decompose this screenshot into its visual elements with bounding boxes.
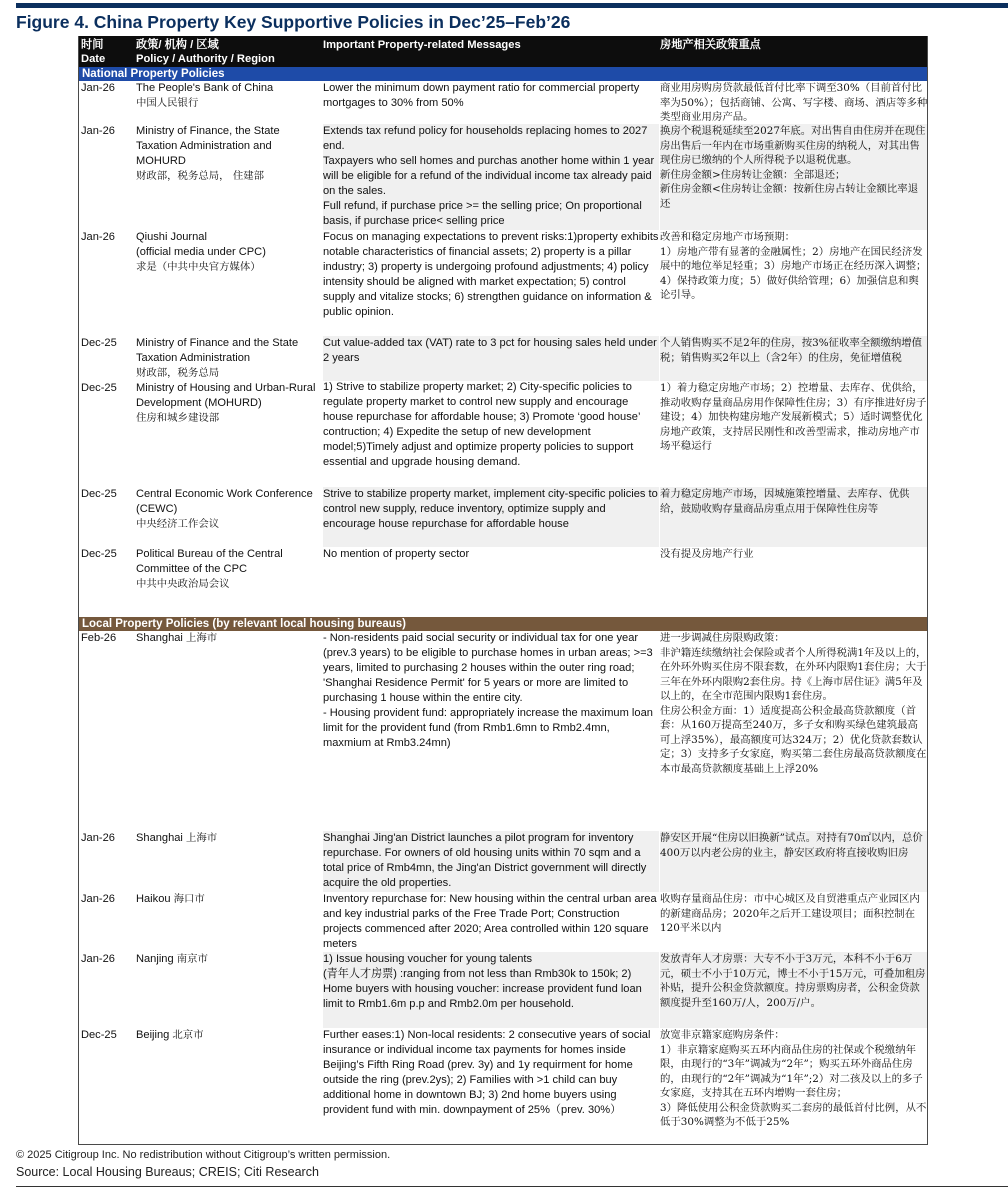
row-message: - Non-residents paid social security or individual tax for one year (prev.3 years) to be eligible to purchase homes in urban areas; >=3 years, limited to purchasing 2 houses within the outer ring road; 'Shanghai Residence Permit' for 5 years or more are limited to purchasing 1 house within the entire city. - Housing provident fund: appropriately increase the maximum loan limit for the provident fund (from Rmb1.6mn to Rmb2.4mn, maxmium at Rmb3.24mn) (323, 632, 653, 749)
row-date: Jan-26 (81, 832, 115, 844)
row-authority (136, 892, 322, 907)
authority-cn: 中央经济工作会议 (136, 518, 220, 530)
authority-cn: 中共中央政治局会议 (136, 578, 230, 590)
top-rule (16, 3, 1008, 8)
header-date: 时间 Date (81, 39, 106, 65)
source-note: Source: Local Housing Bureaus; CREIS; Citi Research (16, 1165, 319, 1179)
row-date: Jan-26 (81, 125, 115, 137)
table-row (79, 831, 927, 892)
row-date: Jan-26 (81, 231, 115, 243)
row-message: Extends tax refund policy for households replacing homes to 2027 end. Taxpayers who sell homes and purchas another home within 1 year will be eligible for a refund of the individual income tax already paid on the sales. Full refund, if purchase price >= the selling price; On proportional basis, if purchase price< selling price (323, 124, 659, 230)
authority-cn: 上海市 (185, 832, 218, 844)
row-message: Lower the minimum down payment ratio for commercial property mortgages to 30% from 50% (323, 82, 640, 109)
row-authority (136, 547, 322, 592)
authority-en: Beijing (136, 1029, 170, 1041)
authority-cn: 求是（中共中央官方媒体） (136, 261, 261, 273)
row-authority (136, 81, 322, 111)
table-row (79, 487, 927, 547)
figure-title: Figure 4. China Property Key Supportive Policies in Dec’25–Feb’26 (16, 12, 571, 32)
authority-en: Central Economic Work Conference (CEWC) (136, 488, 313, 515)
header-authority: 政策/ 机构 / 区域 Policy / Authority / Region (136, 39, 275, 65)
row-message: 1) Issue housing voucher for young talents (青年人才房票) :ranging from not less than Rmb30k to 150k; 2) Home buyers with housing voucher: increase provident fund loan limit to Rmb1.6m p.p and Rmb2.0m per household. (323, 952, 659, 1028)
table-row (79, 631, 927, 831)
row-message: No mention of property sector (323, 548, 470, 560)
row-message: Cut value-added tax (VAT) rate to 3 pct for housing sales held under 2 years (323, 336, 659, 381)
row-message: 1) Strive to stabilize property market; 2) City-specific policies to regulate property market to control new supply and encourage house repurchase for affordable house; 3) Promote ‘good house’ contruction; 4) Expedite the setup of new development model;5)Timely adjust and optimize property policies to support essential and upgrade housing demand. (323, 381, 640, 468)
row-authority (136, 230, 322, 275)
copyright-note: © 2025 Citigroup Inc. No redistribution without Citigroup’s written permission. (16, 1149, 391, 1161)
row-cn: 商业用房购房贷款最低首付比率下调至30%（目前首付比率为50%）；包括商铺、公寓、写字楼、商场、酒店等多种类型商业用房产品。 (660, 82, 927, 123)
row-authority (136, 124, 322, 184)
row-message: Focus on managing expectations to prevent risks:1)property exhibits notable characteristics of financial assets; 2) property is a pillar industry; 3) property is undergoing profound adjustments; 4) policy intensity should be aligned with market expectation; 5) control supply and vitalize stocks; 6) strengthen guidance on information & public opinion. (323, 231, 659, 318)
row-date: Jan-26 (81, 953, 115, 965)
authority-en: The People's Bank of China (136, 82, 274, 94)
row-authority (136, 831, 322, 846)
row-cn: 静安区开展“住房以旧换新”试点。对持有70㎡以内，总价400万以内老公房的业主，静安区政府将直接收购旧房 (660, 831, 927, 892)
row-message: Shanghai Jing'an District launches a pilot program for inventory repurchase. For owners of old housing units within 70 sqm and a total price of Rmb4mn, the Jing'an District government will directly acquire the old properties. (323, 831, 659, 892)
authority-en: Shanghai (136, 632, 183, 644)
row-date: Feb-26 (81, 632, 117, 644)
row-authority (136, 336, 322, 381)
section-national: National Property Policies (79, 67, 927, 81)
authority-cn: 财政部，税务总局， 住建部 (136, 170, 264, 182)
authority-en: Ministry of Finance and the State Taxation Administration (136, 337, 299, 364)
authority-cn: 南京市 (176, 953, 208, 965)
authority-cn: 住房和城乡建设部 (136, 412, 220, 424)
authority-cn: 财政部，税务总局 (136, 367, 220, 379)
row-message: Strive to stabilize property market, implement city-specific policies to control new supply, reduce inventory, optimize supply and encourage house repurchase for affordable house (323, 487, 659, 547)
table-row (79, 381, 927, 487)
row-cn: 放宽非京籍家庭购房条件： 1）非京籍家庭购买五环内商品住房的社保或个税缴纳年限，由现行的“3年”调减为“2年”；购买五环外商品住房的，由现行的“2年”调减为“1年”;2）对二孩及以上的多子女家庭，支持其在五环内增购一套住房； 3）降低使用公积金贷款购买二套房的最低首付比例，从不低于30%调整为不低于25% (660, 1029, 927, 1128)
authority-cn: 北京市 (172, 1029, 204, 1041)
row-date: Dec-25 (81, 1029, 117, 1041)
authority-en: Shanghai (136, 832, 183, 844)
row-cn: 改善和稳定房地产市场预期： 1）房地产带有显著的金融属性；2）房地产在国民经济发展中的地位举足轻重；3）房地产市场正在经历深入调整；4）保持政策力度；5）做好供给管理；6）加强信息和舆论引导。 (660, 231, 927, 301)
authority-en: Haikou (136, 893, 171, 905)
row-cn: 1）着力稳定房地产市场；2）控增量、去库存、优供给，推动收购存量商品房用作保障性住房；3）有序推进好房子建设；4）加快构建房地产发展新模式；5）适时调整优化房地产政策，支持居民刚性和改善型需求，推动房地产市场平稳运行 (660, 382, 927, 452)
table-row (79, 124, 927, 230)
table-row (79, 336, 927, 381)
section-local: Local Property Policies (by relevant local housing bureaus) (79, 617, 927, 631)
table-row (79, 952, 927, 1028)
policy-table (78, 36, 928, 1145)
row-cn: 发放青年人才房票：大专不小于3万元，本科不小于6万元，硕士不小于10万元，博士不小于15万元，可叠加租房补贴，提升公积金贷款额度。持房票购房者，公积金贷款额度提升至160万/人，200万/户。 (660, 952, 927, 1028)
authority-en: Ministry of Housing and Urban-Rural Development (MOHURD) (136, 382, 316, 409)
authority-cn: 上海市 (185, 632, 218, 644)
row-date: Dec-25 (81, 488, 117, 500)
header-message: Important Property-related Messages (323, 39, 521, 51)
authority-cn: 海口市 (173, 893, 205, 905)
table-row (79, 81, 927, 124)
row-cn: 收购存量商品住房：市中心城区及自贸港重点产业园区内的新建商品房；2020年之后开工建设项目；面积控制在120平米以内 (660, 893, 920, 934)
header-cn: 房地产相关政策重点 (660, 39, 761, 51)
row-authority (136, 1028, 322, 1043)
row-date: Dec-25 (81, 382, 117, 394)
table-row (79, 1028, 927, 1145)
bottom-rule (16, 1186, 1008, 1187)
row-authority (136, 631, 322, 646)
row-authority (136, 952, 322, 967)
table-row (79, 230, 927, 336)
table-header (79, 36, 927, 67)
row-cn: 个人销售购买不足2年的住房，按3%征收率全额缴纳增值税；销售购买2年以上（含2年）的住房，免征增值税 (660, 336, 927, 381)
row-cn: 着力稳定房地产市场，因城施策控增量、去库存、优供给，鼓励收购存量商品房重点用于保障性住房等 (660, 487, 927, 547)
table-row (79, 547, 927, 617)
row-message: Inventory repurchase for: New housing within the central urban area and key industrial parks of the Free Trade Port; Construction projects commenced after 2020; Area controlled within 120 square meters (323, 893, 657, 950)
row-cn: 换房个税退税延续至2027年底。对出售自由住房并在现住房出售后一年内在市场重新购买住房的纳税人，对其出售现住房已缴纳的个人所得税予以退税优惠。 新住房金额>住房转让金额：全部退还； 新住房金额<住房转让金额：按新住房占转让金额比率退还 (660, 124, 927, 230)
row-date: Jan-26 (81, 893, 115, 905)
authority-en: Qiushi Journal (official media under CPC) (136, 231, 266, 258)
row-message: Further eases:1) Non-local residents: 2 consecutive years of social insurance or individual income tax payments for homes inside Beijing’s Fifth Ring Road (prev. 3y) and 1y requirment for home outside the ring (prev.2ys); 2) Families with >1 child can buy additional home in downtown BJ; 3) 2nd home buyers using provident fund with min. downpayment of 25%（prev. 30%） (323, 1029, 651, 1116)
row-cn: 没有提及房地产行业 (660, 548, 754, 560)
row-authority (136, 487, 322, 532)
authority-en: Political Bureau of the Central Committee of the CPC (136, 548, 283, 575)
row-date: Dec-25 (81, 337, 117, 349)
row-authority (136, 381, 322, 426)
authority-en: Ministry of Finance, the State Taxation Administration and MOHURD (136, 125, 280, 167)
row-cn: 进一步调减住房限购政策： 非沪籍连续缴纳社会保险或者个人所得税满1年及以上的，在外环外购买住房不限套数，在外环内限购1套住房；大于三年在外环内限购2套住房。持《上海市居住证》满5年及以上的，在全市范围内限购1套住房。 住房公积金方面：1）适度提高公积金最高贷款额度（首套：从160万提高至240万，多子女和购买绿色建筑最高可上浮35%），最高额度可达324万；2）优化贷款套数认定；3）支持多子女家庭，购买第二套住房最高贷款额度在本市最高贷款额度基础上上浮20% (660, 632, 927, 775)
table-row (79, 892, 927, 952)
row-date: Jan-26 (81, 82, 115, 94)
row-date: Dec-25 (81, 548, 117, 560)
authority-en: Nanjing (136, 953, 174, 965)
authority-cn: 中国人民银行 (136, 97, 199, 109)
